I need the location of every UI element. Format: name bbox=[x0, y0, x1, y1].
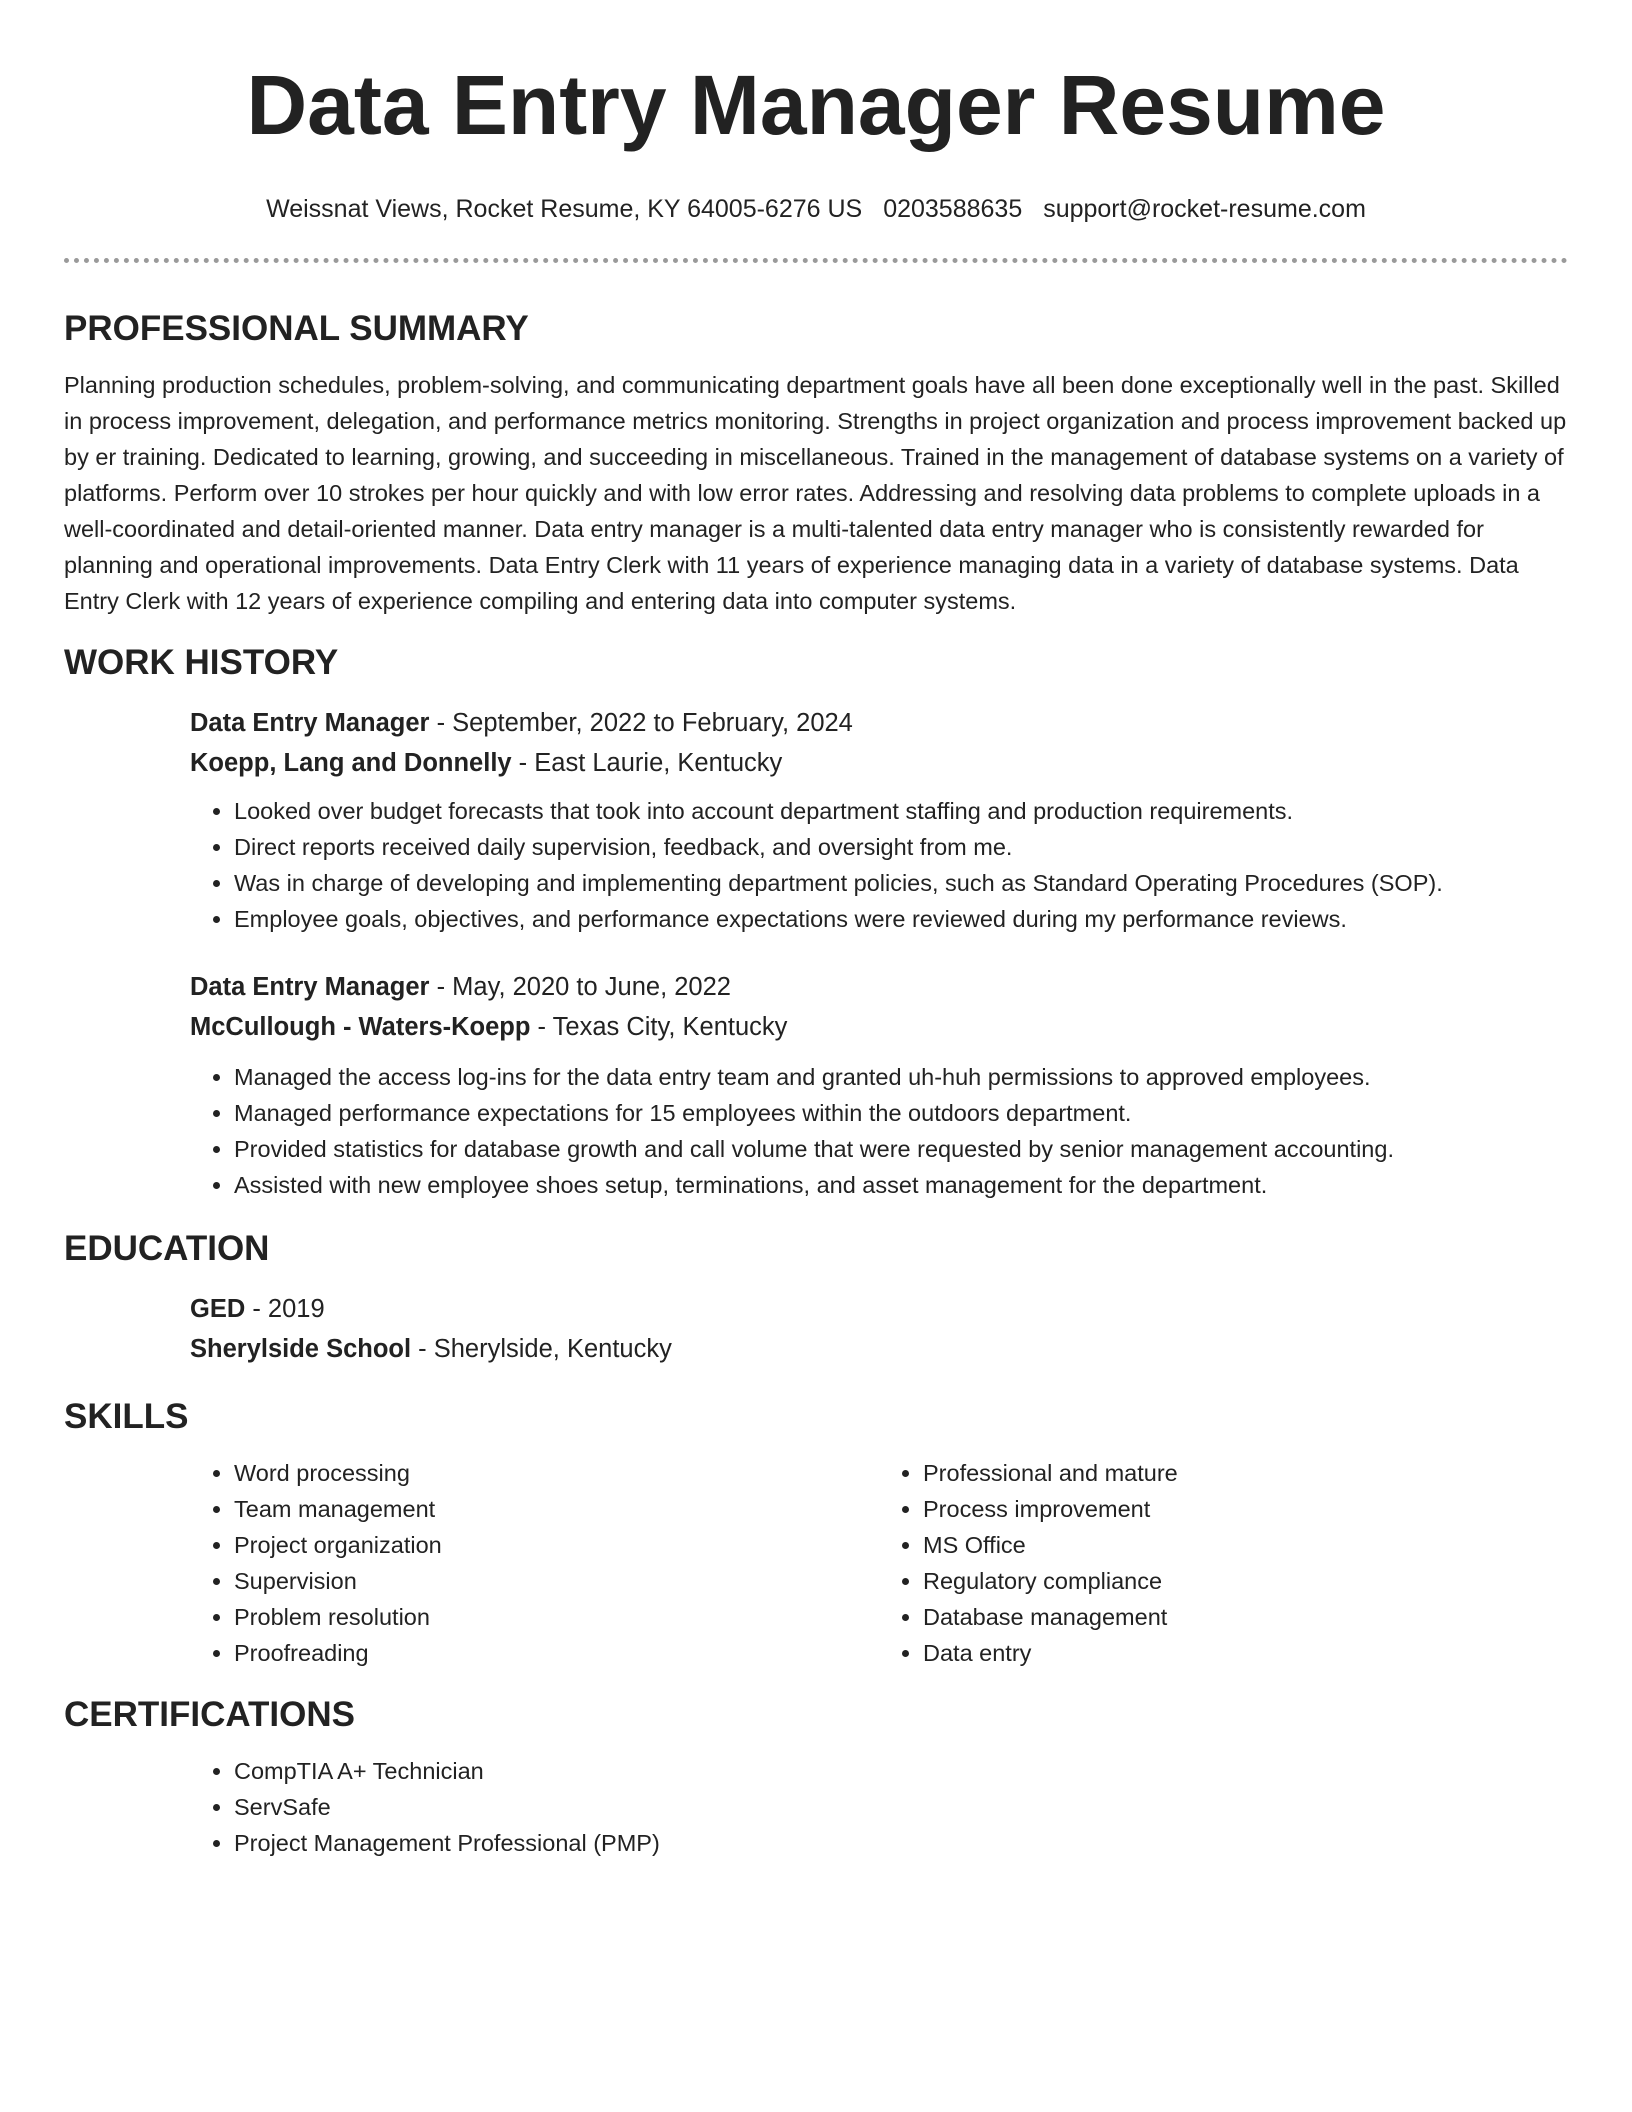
summary-text: Planning production schedules, problem-solving, and communicating department goals have all been done exceptionally well in the past. Skilled in process improvement, delegation, and performance metrics monitoring. Strengths in project organization and process improvement backed up by er training. Dedicated to learning, growing, and succeeding in miscellaneous. Trained in the management of database systems on a variety of platforms. Perform over 10 strokes per hour quickly and with low error rates. Addressing and resolving data problems to complete uploads in a well-coordinated and detail-oriented manner. Data entry manager is a multi-talented data entry manager who is consistently rewarded for planning and operational improvements. Data Entry Clerk with 11 years of experience managing data in a variety of database systems. Data Entry Clerk with 12 years of experience compiling and entering data into computer systems. bbox=[64, 372, 1567, 614]
summary-heading: PROFESSIONAL SUMMARY bbox=[64, 309, 529, 348]
list-item: • Regulatory compliance bbox=[923, 1563, 1568, 1599]
list-item: • Managed the access log-ins for the data entry team and granted uh-huh permissions to approved employees. bbox=[234, 1059, 1568, 1095]
job-title-line bbox=[190, 967, 1568, 1007]
skills-heading: SKILLS bbox=[64, 1397, 189, 1436]
list-item: • Assisted with new employee shoes setup, terminations, and asset management for the department. bbox=[234, 1167, 1568, 1203]
job-company: McCullough - Waters-Koepp bbox=[190, 1013, 531, 1041]
skills-grid bbox=[190, 1455, 1568, 1671]
job-title: Data Entry Manager bbox=[190, 973, 430, 1001]
education-degree-line bbox=[190, 1289, 1568, 1329]
list-item: • Supervision bbox=[234, 1563, 879, 1599]
work-history-heading: WORK HISTORY bbox=[64, 643, 339, 682]
job-location: - Texas City, Kentucky bbox=[530, 1013, 788, 1041]
contact-phone: 0203588635 bbox=[883, 195, 1023, 223]
contact-line bbox=[64, 192, 1568, 226]
list-item: • Word processing bbox=[234, 1455, 879, 1491]
list-item: • Team management bbox=[234, 1491, 879, 1527]
list-item: • Provided statistics for database growth and call volume that were requested by senior management accounting. bbox=[234, 1131, 1568, 1167]
education-school-line bbox=[190, 1329, 1568, 1369]
list-item: • Process improvement bbox=[923, 1491, 1568, 1527]
certifications-list bbox=[190, 1753, 1568, 1861]
list-item: • ServSafe bbox=[234, 1789, 1568, 1825]
job-entry bbox=[190, 967, 1568, 1203]
list-item: • Managed performance expectations for 15 employees within the outdoors department. bbox=[234, 1095, 1568, 1131]
list-item: • Data entry bbox=[923, 1635, 1568, 1671]
job-title-line bbox=[190, 703, 1568, 743]
list-item: • Project organization bbox=[234, 1527, 879, 1563]
list-item: • Database management bbox=[923, 1599, 1568, 1635]
list-item: • Proofreading bbox=[234, 1635, 879, 1671]
education-school: Sherylside School bbox=[190, 1335, 412, 1363]
contact-email: support@rocket-resume.com bbox=[1043, 195, 1366, 223]
certifications-list-wrap bbox=[190, 1753, 1568, 1861]
list-item: • MS Office bbox=[923, 1527, 1568, 1563]
certifications-heading: CERTIFICATIONS bbox=[64, 1695, 356, 1734]
skills-right-column bbox=[879, 1455, 1568, 1671]
education-heading: EDUCATION bbox=[64, 1229, 270, 1268]
list-item: • CompTIA A+ Technician bbox=[234, 1753, 1568, 1789]
education-entry bbox=[190, 1289, 1568, 1369]
skills-left-column bbox=[190, 1455, 879, 1671]
list-item: • Was in charge of developing and implementing department policies, such as Standard Operating Procedures (SOP). bbox=[234, 865, 1568, 901]
job-bullets bbox=[190, 1059, 1568, 1203]
job-title: Data Entry Manager bbox=[190, 709, 430, 737]
list-item: • Employee goals, objectives, and performance expectations were reviewed during my performance reviews. bbox=[234, 901, 1568, 937]
job-dates: - May, 2020 to June, 2022 bbox=[429, 973, 731, 1001]
job-dates: - September, 2022 to February, 2024 bbox=[429, 709, 853, 737]
list-item: • Direct reports received daily supervision, feedback, and oversight from me. bbox=[234, 829, 1568, 865]
list-item: • Project Management Professional (PMP) bbox=[234, 1825, 1568, 1861]
job-entry bbox=[190, 703, 1568, 937]
education-location: - Sherylside, Kentucky bbox=[411, 1335, 672, 1363]
job-location: - East Laurie, Kentucky bbox=[511, 749, 783, 777]
list-item: • Professional and mature bbox=[923, 1455, 1568, 1491]
resume-title: Data Entry Manager Resume bbox=[246, 58, 1386, 152]
list-item: • Problem resolution bbox=[234, 1599, 879, 1635]
education-year: - 2019 bbox=[245, 1295, 325, 1323]
job-bullets bbox=[190, 793, 1568, 937]
job-company-line bbox=[190, 1007, 1568, 1047]
header-divider bbox=[64, 258, 1568, 263]
contact-address: Weissnat Views, Rocket Resume, KY 64005-6276 US bbox=[266, 195, 863, 223]
resume-page bbox=[64, 0, 1568, 1861]
job-company-line bbox=[190, 743, 1568, 783]
list-item: • Looked over budget forecasts that took into account department staffing and production requirements. bbox=[234, 793, 1568, 829]
job-company: Koepp, Lang and Donnelly bbox=[190, 749, 512, 777]
education-degree: GED bbox=[190, 1295, 246, 1323]
